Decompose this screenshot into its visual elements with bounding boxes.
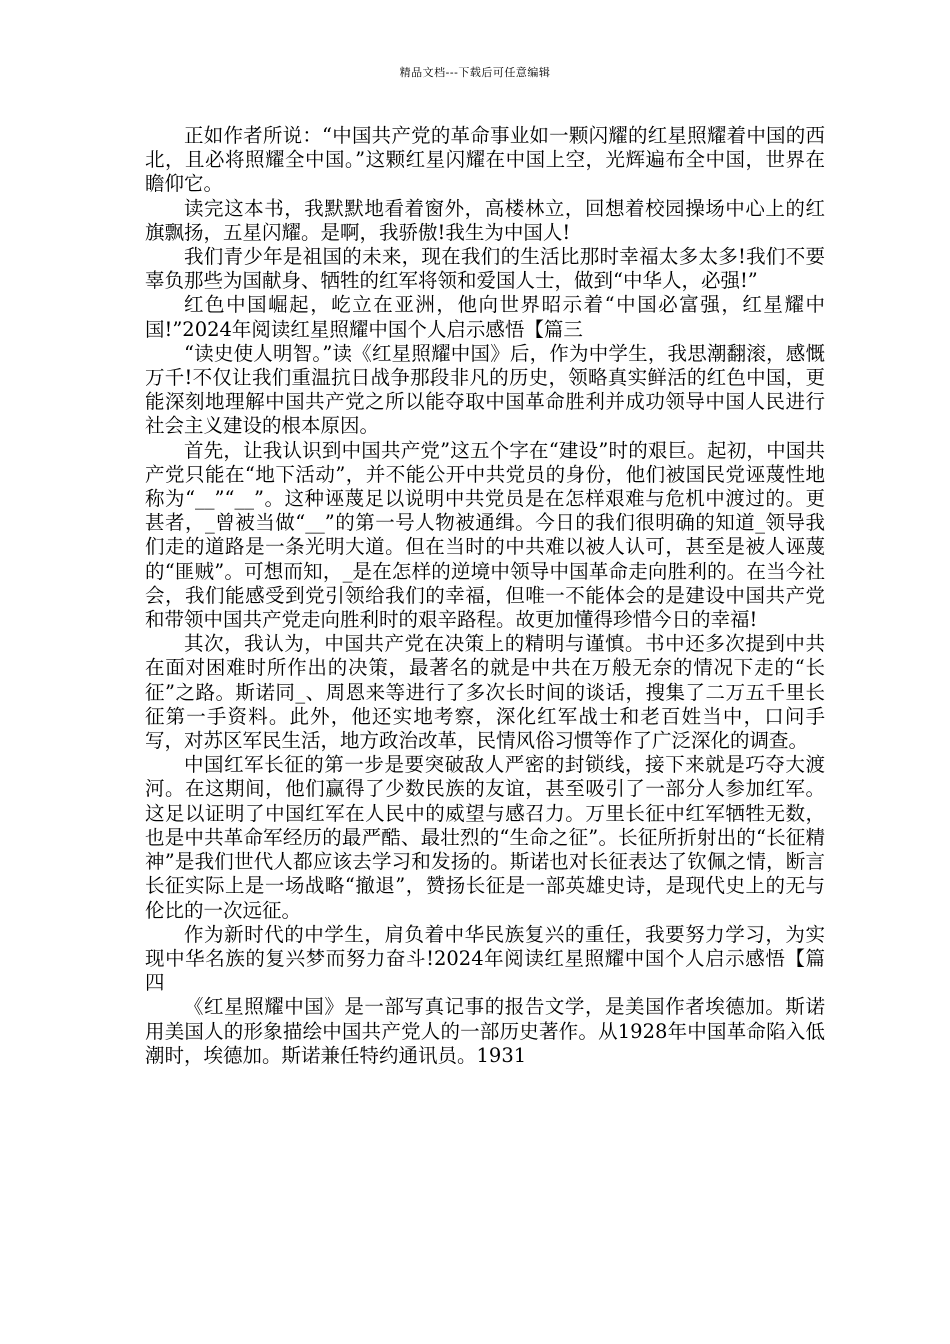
paragraph: “读史使人明智。”读《红星照耀中国》后，作为中学生，我思潮翻滚，感慨万千!不仅让我们重温抗日战争那段非凡的历史，领略真实鲜活的红色中国，更能深刻地理解中国共产党之所以能夺取中国革命胜利并成功领导中国人民进行社会主义建设的根本原因。	[145, 341, 825, 438]
paragraph: 《红星照耀中国》是一部写真记事的报告文学，是美国作者埃德加。斯诺用美国人的形象描绘中国共产党人的一部历史著作。从1928年中国革命陷入低潮时，埃德加。斯诺兼任特约通讯员。1931	[145, 995, 825, 1067]
paragraph: 其次，我认为，中国共产党在决策上的精明与谨慎。书中还多次提到中共在面对困难时所作出的决策，最著名的就是中共在万般无奈的情况下走的“长征”之路。斯诺同_、周恩来等进行了多次长时间的谈话，搜集了二万五千里长征第一手资料。此外，他还实地考察，深化红军战士和老百姓当中，口问手写，对苏区军民生活，地方政治改革，民情风俗习惯等作了广泛深化的调查。	[145, 632, 825, 753]
paragraph: 作为新时代的中学生，肩负着中华民族复兴的重任，我要努力学习，为实现中华名族的复兴梦而努力奋斗!2024年阅读红星照耀中国个人启示感悟【篇四	[145, 922, 825, 995]
paragraph: 红色中国崛起，屹立在亚洲，他向世界昭示着“中国必富强，红星耀中国!”2024年阅读红星照耀中国个人启示感悟【篇三	[145, 293, 825, 341]
paragraph: 正如作者所说：“中国共产党的革命事业如一颗闪耀的红星照耀着中国的西北，且必将照耀全中国。”这颗红星闪耀在中国上空，光辉遍布全中国，世界在瞻仰它。	[145, 124, 825, 196]
paragraph: 我们青少年是祖国的未来，现在我们的生活比那时幸福太多太多!我们不要辜负那些为国献身、牺牲的红军将领和爱国人士，做到“中华人，必强!”	[145, 245, 825, 293]
document-body	[145, 124, 825, 1068]
paragraph: 中国红军长征的第一步是要突破敌人严密的封锁线，接下来就是巧夺大渡河。在这期间，他们赢得了少数民族的友谊，甚至吸引了一部分人参加红军。这足以证明了中国红军在人民中的威望与感召力。万里长征中红军牺牲无数，也是中共革命军经历的最严酷、最壮烈的“生命之征”。长征所折射出的“长征精神”是我们世代人都应该去学习和发扬的。斯诺也对长征表达了钦佩之情，断言长征实际上是一场战略“撤退”，赞扬长征是一部英雄史诗，是现代史上的无与伦比的一次远征。	[145, 753, 825, 922]
page-header: 精品文档---下载后可任意编辑	[399, 66, 551, 79]
paragraph: 读完这本书，我默默地看着窗外，高楼林立，回想着校园操场中心上的红旗飘扬，五星闪耀。是啊，我骄傲!我生为中国人!	[145, 196, 825, 244]
paragraph: 首先，让我认识到中国共产党”这五个字在“建设”时的艰巨。起初，中国共产党只能在“地下活动”，并不能公开中共党员的身份，他们被国民党诬蔑性地称为“__”“__”。这种诬蔑足以说明中共党员是在怎样艰难与危机中渡过的。更甚者，_曾被当做“__”的第一号人物被通缉。今日的我们很明确的知道_领导我们走的道路是一条光明大道。但在当时的中共难以被人认可，甚至是被人诬蔑的“匪贼”。可想而知，_是在怎样的逆境中领导中国革命走向胜利的。在当今社会，我们能感受到党引领给我们的幸福，但唯一不能体会的是建设中国共产党和带领中国共产党走向胜利时的艰辛路程。故更加懂得珍惜今日的幸福!	[145, 438, 825, 632]
